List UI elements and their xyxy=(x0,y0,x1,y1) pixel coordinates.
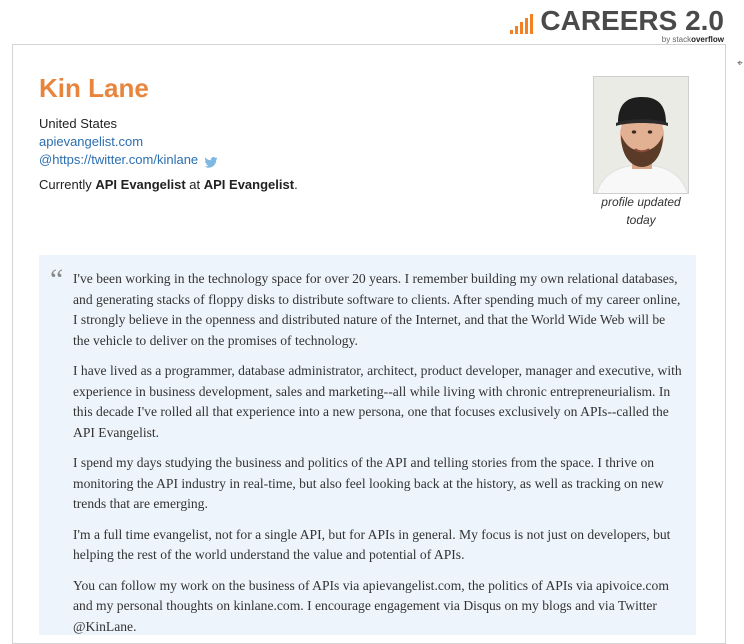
profile-updated-note: profile updated today xyxy=(601,195,681,227)
twitter-bird-icon[interactable] xyxy=(204,155,218,166)
bio-paragraph: You can follow my work on the business of APIs via apievangelist.com, the politics of APIs via apivoice.com and my personal thoughts on kinlane.com. I encourage engagement via Disqus on my blogs and via Twitter @KinLane. xyxy=(73,577,669,634)
current-title: API Evangelist xyxy=(95,177,186,192)
quote-icon: “ xyxy=(50,263,64,296)
current-position: Currently API Evangelist at API Evangelist. xyxy=(39,177,298,192)
current-company: API Evangelist xyxy=(203,177,295,192)
careers-logo[interactable] xyxy=(510,6,724,44)
logo-title: CAREERS 2.0 xyxy=(540,5,724,36)
website-link[interactable]: apievangelist.com xyxy=(39,134,144,149)
profile-meta xyxy=(39,115,218,169)
bio-section xyxy=(39,255,696,635)
profile-location: United States xyxy=(39,116,118,131)
profile-photo xyxy=(593,76,689,194)
logo-text xyxy=(540,6,724,44)
bio-paragraph: I'm a full time evangelist, not for a single API, but for APIs in general. My focus is not just on developers, but helping the rest of the world understand the value and potential of APIs. xyxy=(73,526,671,562)
bio-paragraph: I've been working in the technology space for over 20 years. I remember building my own relational databases, and generating stacks of floppy disks to distribute software to clients. After spending much of my career online, I strongly believe in the openness and distributed nature of the Internet, and that the World Wide Web will be the vehicle to deliver on the promises of technology. xyxy=(73,271,681,348)
bio-paragraph: I spend my days studying the business and politics of the API and telling stories from the space. I thrive on monitoring the API industry in real-time, but also feel looking back at the history, as well as tracking on new trends that are emerging. xyxy=(73,455,664,511)
profile-name: Kin Lane xyxy=(39,73,149,103)
logo-subtitle: by stackoverflow xyxy=(661,35,724,44)
twitter-link[interactable]: @https://twitter.com/kinlane xyxy=(39,152,199,167)
bio-paragraph: I have lived as a programmer, database administrator, architect, product developer, manager and executive, with experience in business development, sales and marketing--all while living with chronic entrepreneurialism. In this decade I've rolled all that experience into a new persona, one that focuses exclusively on APIs--called the API Evangelist. xyxy=(73,363,682,440)
profile-card xyxy=(12,44,726,644)
signal-bars-icon xyxy=(510,10,535,34)
page-edge-icon: ⌖ xyxy=(737,58,743,69)
